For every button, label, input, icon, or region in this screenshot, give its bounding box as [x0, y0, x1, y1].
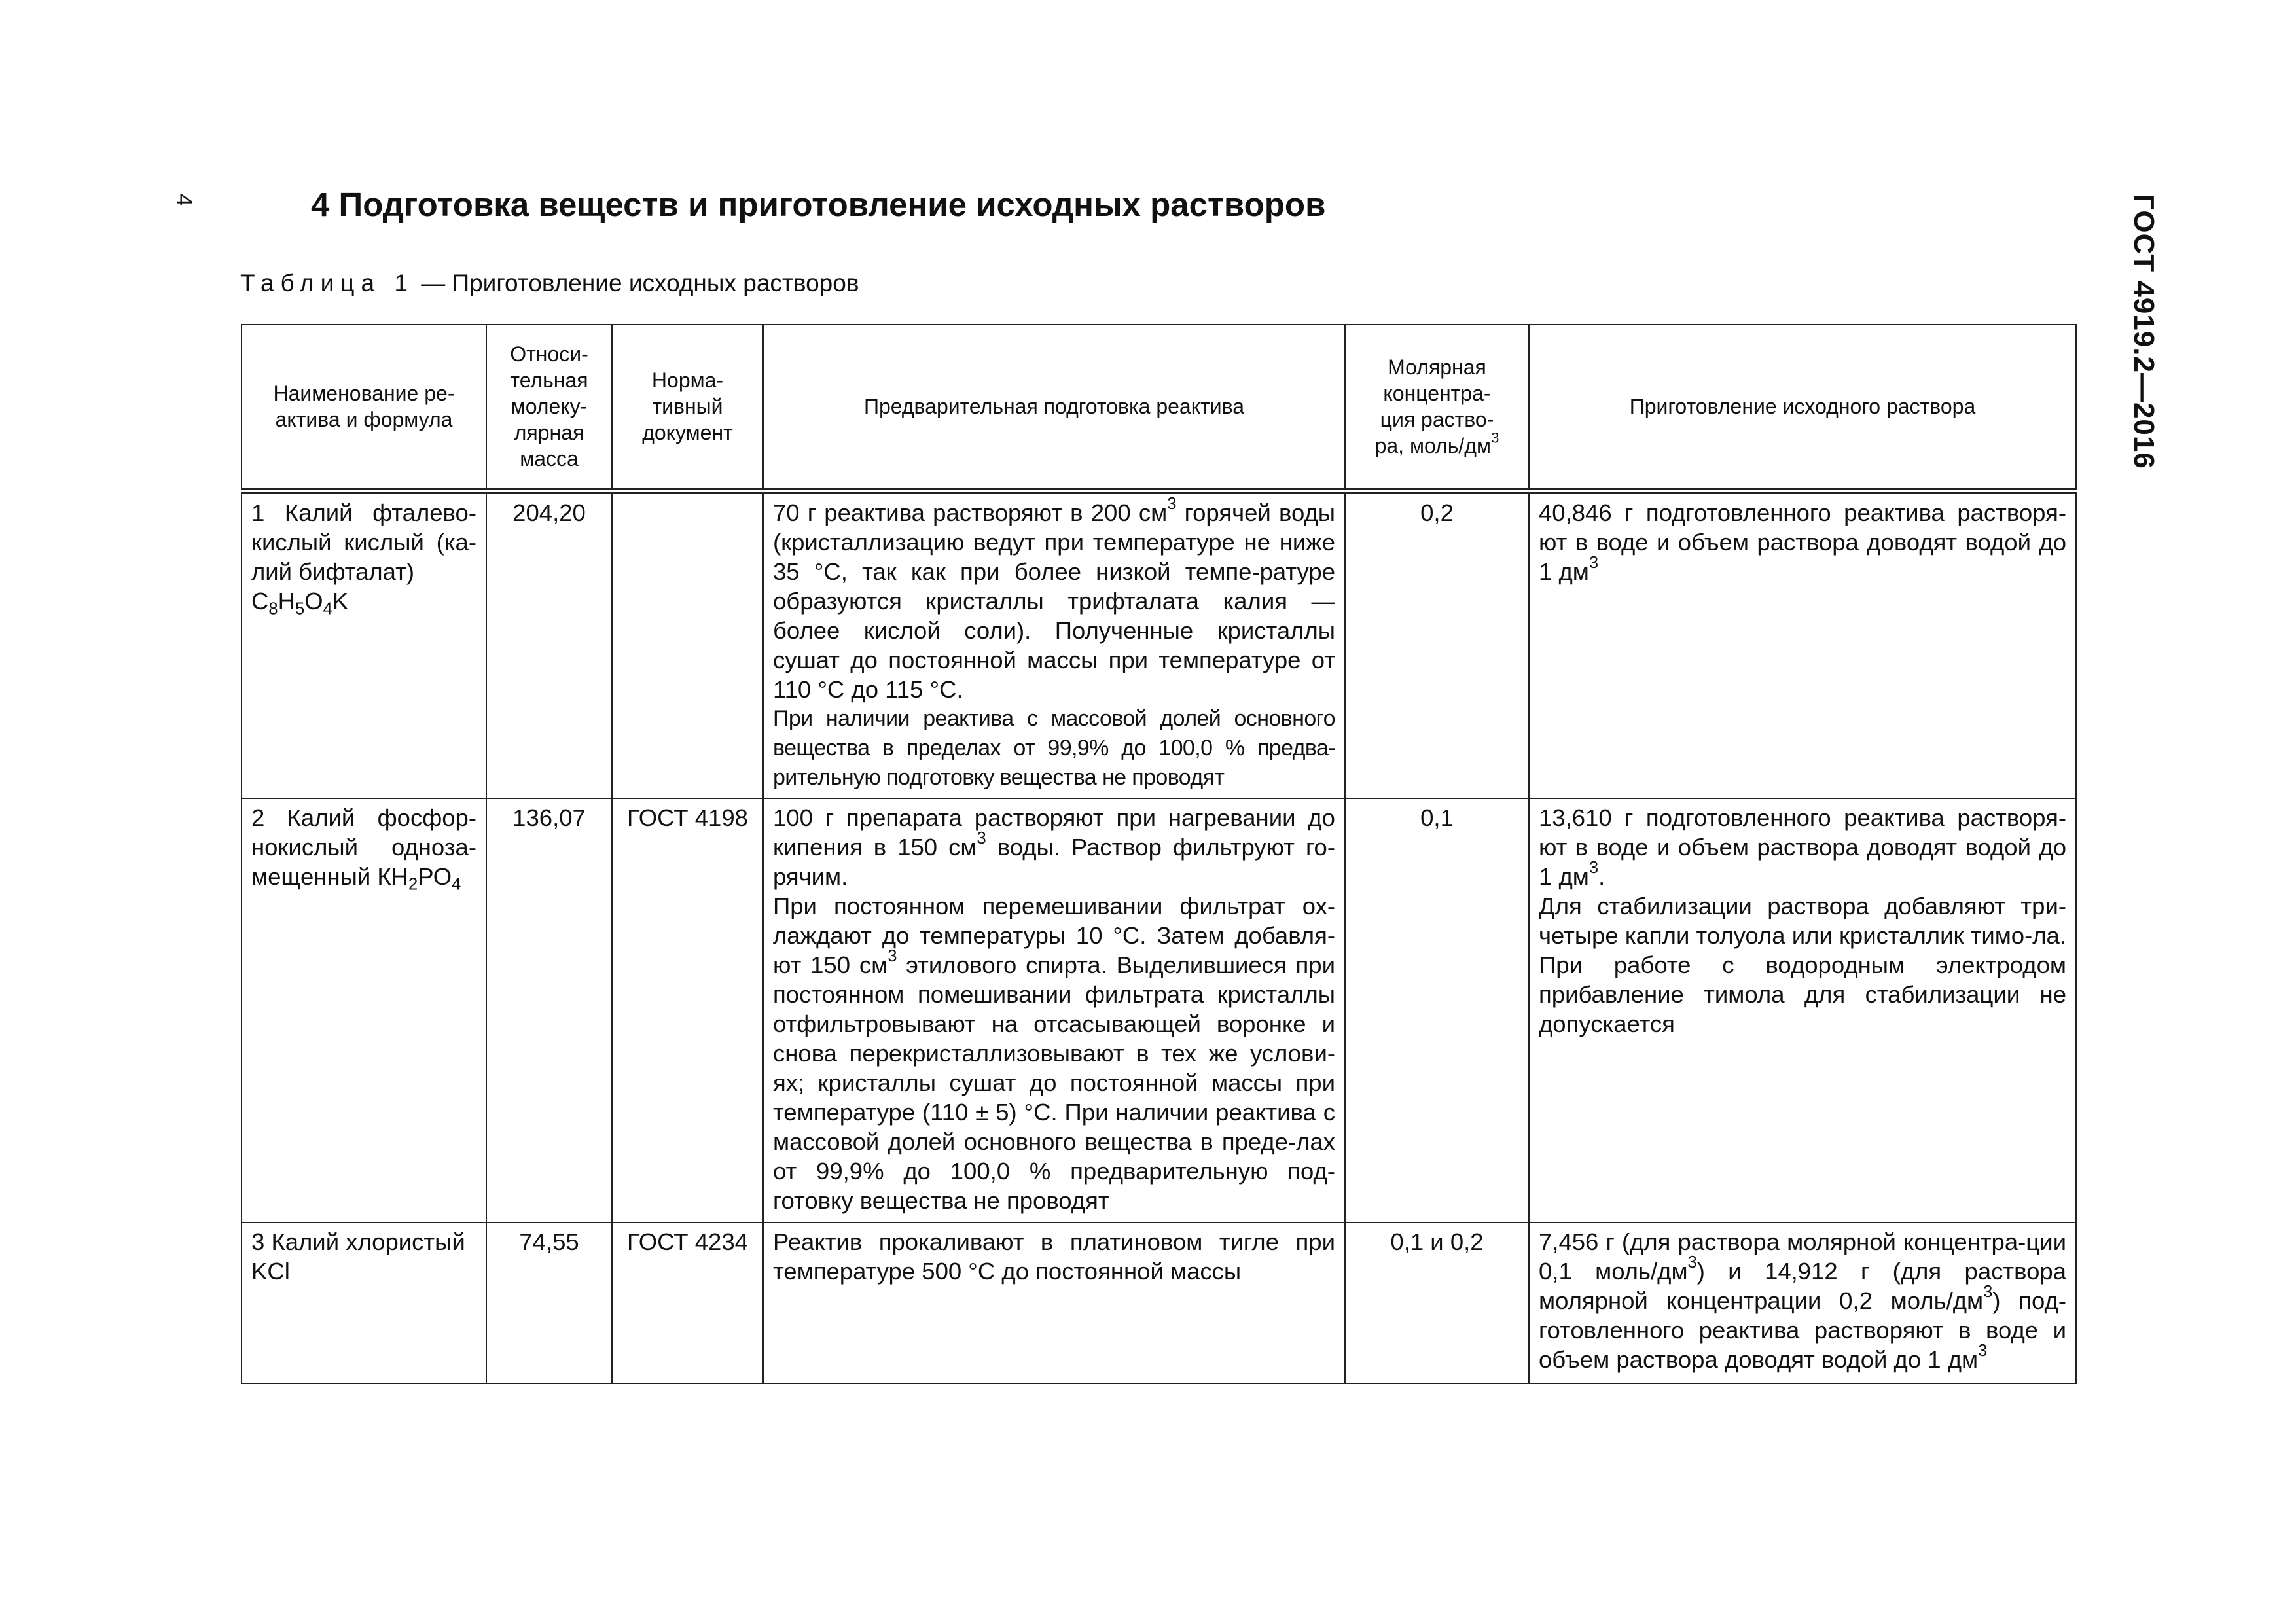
formula-part: H: [278, 588, 295, 615]
prep-sup: 3: [1167, 495, 1177, 514]
header-mass: Относи- тельная молеку- лярная масса: [486, 325, 612, 491]
prep-text: При постоянном перемешивании фильтрат ох-лаждают до температуры 10 °С. Затем добавля-ют 150 см: [773, 893, 1335, 978]
table-caption-prefix: Таблица 1: [240, 270, 414, 296]
cell-conc: 0,2: [1345, 491, 1529, 798]
reagent-name: РО: [418, 863, 452, 890]
prep-paragraph: [773, 495, 1335, 704]
formula-sub: 4: [452, 875, 461, 894]
table-caption: [240, 270, 859, 297]
cell-prep: [763, 491, 1345, 798]
page-number: 4: [171, 194, 196, 206]
header-conc: [1345, 325, 1529, 491]
table-row: [242, 491, 2076, 798]
prep-paragraph: [773, 803, 1335, 891]
formula-sub: 5: [295, 599, 305, 618]
prep-text: воды. Раствор фильтруют го-рячим.: [773, 834, 1335, 890]
solution-sup: 3: [1983, 1283, 1993, 1302]
cell-name: [242, 491, 486, 798]
formula-part: K: [332, 588, 349, 615]
solution-sup: 3: [1588, 554, 1599, 573]
header-conc-text: Молярная концентра- ция раство- ра, моль/дм: [1374, 355, 1494, 457]
solution-text: .: [1598, 863, 1605, 890]
cell-doc: ГОСТ 4234: [612, 1222, 763, 1383]
cell-prep: Реактив прокаливают в платиновом тигле при температуре 500 °С до постоянной массы: [763, 1222, 1345, 1383]
solution-text: ) и 14,912 г (для раствора молярной концентрации 0,2 моль/дм: [1539, 1258, 2066, 1314]
formula-sub: 8: [268, 599, 278, 618]
prep-text: 70 г реактива растворяют в 200 см: [773, 499, 1168, 526]
prep-paragraph: [773, 891, 1335, 1215]
prep-text: 100 г препарата растворяют при нагревании до кипения в 150 см: [773, 804, 1335, 861]
formula-part: O: [304, 588, 323, 615]
prep-sup: 3: [977, 829, 986, 848]
formula-sub: 4: [323, 599, 332, 618]
solution-sup: 3: [1978, 1342, 1988, 1361]
section-title: 4 Подготовка веществ и приготовление исходных растворов: [311, 186, 1326, 223]
cell-mass: 136,07: [486, 798, 612, 1222]
formula-sub: 2: [408, 875, 418, 894]
header-prep: Предварительная подготовка реактива: [763, 325, 1345, 491]
solution-paragraph: [1539, 803, 2066, 891]
header-solution: Приготовление исходного раствора: [1529, 325, 2076, 491]
prep-sup: 3: [888, 947, 897, 966]
cell-solution: [1529, 1222, 2076, 1383]
solution-paragraph: Для стабилизации раствора добавляют три-четыре капли толуола или кристаллик тимо-ла. При работе с водородным электродом прибавление тимола для стабилизации не допускается: [1539, 893, 2066, 1037]
cell-conc: 0,1: [1345, 798, 1529, 1222]
table-header-row: [242, 325, 2076, 491]
cell-solution: [1529, 798, 2076, 1222]
document-code: ГОСТ 4919.2—2016: [2128, 194, 2160, 469]
cell-name: 3 Калий хлористый KCl: [242, 1222, 486, 1383]
table-row: [242, 798, 2076, 1222]
reagent-formula: [251, 588, 349, 618]
prep-note: При наличии реактива с массовой долей основного вещества в пределах от 99,9% до 100,0 % предва-рительную подготовку вещества не проводят: [773, 706, 1335, 790]
solution-text: 7,456 г (для раствора молярной концентра-ции 0,1 моль/дм: [1539, 1228, 2066, 1285]
header-doc: Норма- тивный документ: [612, 325, 763, 491]
prep-text: горячей воды (кристаллизацию ведут при температуре не ниже 35 °C, так как при более низкой темпе-ратуре образуются кристаллы трифталата калия — более кислой соли). Полученные кристаллы сушат до постоянной массы при температуре от 110 °С до 115 °С.: [773, 499, 1335, 703]
reagent-name: 1 Калий фталево-кислый кислый (ка-лий бифталат): [251, 499, 476, 585]
cell-conc: 0,1 и 0,2: [1345, 1222, 1529, 1383]
cell-doc: ГОСТ 4198: [612, 798, 763, 1222]
cell-solution: [1529, 491, 2076, 798]
solution-sup: 3: [1588, 859, 1599, 878]
header-name: Наименование ре- актива и формула: [242, 325, 486, 491]
formula-part: C: [251, 588, 269, 615]
table-caption-text: — Приготовление исходных растворов: [414, 270, 859, 296]
cell-doc: [612, 491, 763, 798]
reagents-table: [241, 324, 2077, 1384]
prep-text: этилового спирта. Выделившиеся при постоянном помешивании фильтрата кристаллы отфильтровывают на отсасывающей воронке и снова перекристаллизовывают в тех же услови-ях; кристаллы сушат до постоянной массы при температуре (110 ± 5) °С. При наличии реактива с массовой долей основного вещества в преде-лах от 99,9% до 100,0 % предварительную под-готовку вещества не проводят: [773, 952, 1335, 1214]
solution-sup: 3: [1687, 1253, 1697, 1272]
cell-name: [242, 798, 486, 1222]
solution-text: ) под-готовленного реактива растворяют в воде и объем раствора доводят водой до 1 дм: [1539, 1287, 2066, 1373]
cell-mass: 74,55: [486, 1222, 612, 1383]
solution-text: 13,610 г подготовленного реактива растворя-ют в воде и объем раствора доводят водой до 1 дм: [1539, 804, 2066, 890]
solution-text: 40,846 г подготовленного реактива растворя-ют в воде и объем раствора доводят водой до 1 дм: [1539, 499, 2066, 585]
reagent-name: 2 Калий фосфор-нокислый одноза-мещенный КН: [251, 804, 476, 890]
header-conc-sup: 3: [1490, 429, 1499, 446]
cell-mass: 204,20: [486, 491, 612, 798]
cell-prep: [763, 798, 1345, 1222]
table-row: [242, 1222, 2076, 1383]
